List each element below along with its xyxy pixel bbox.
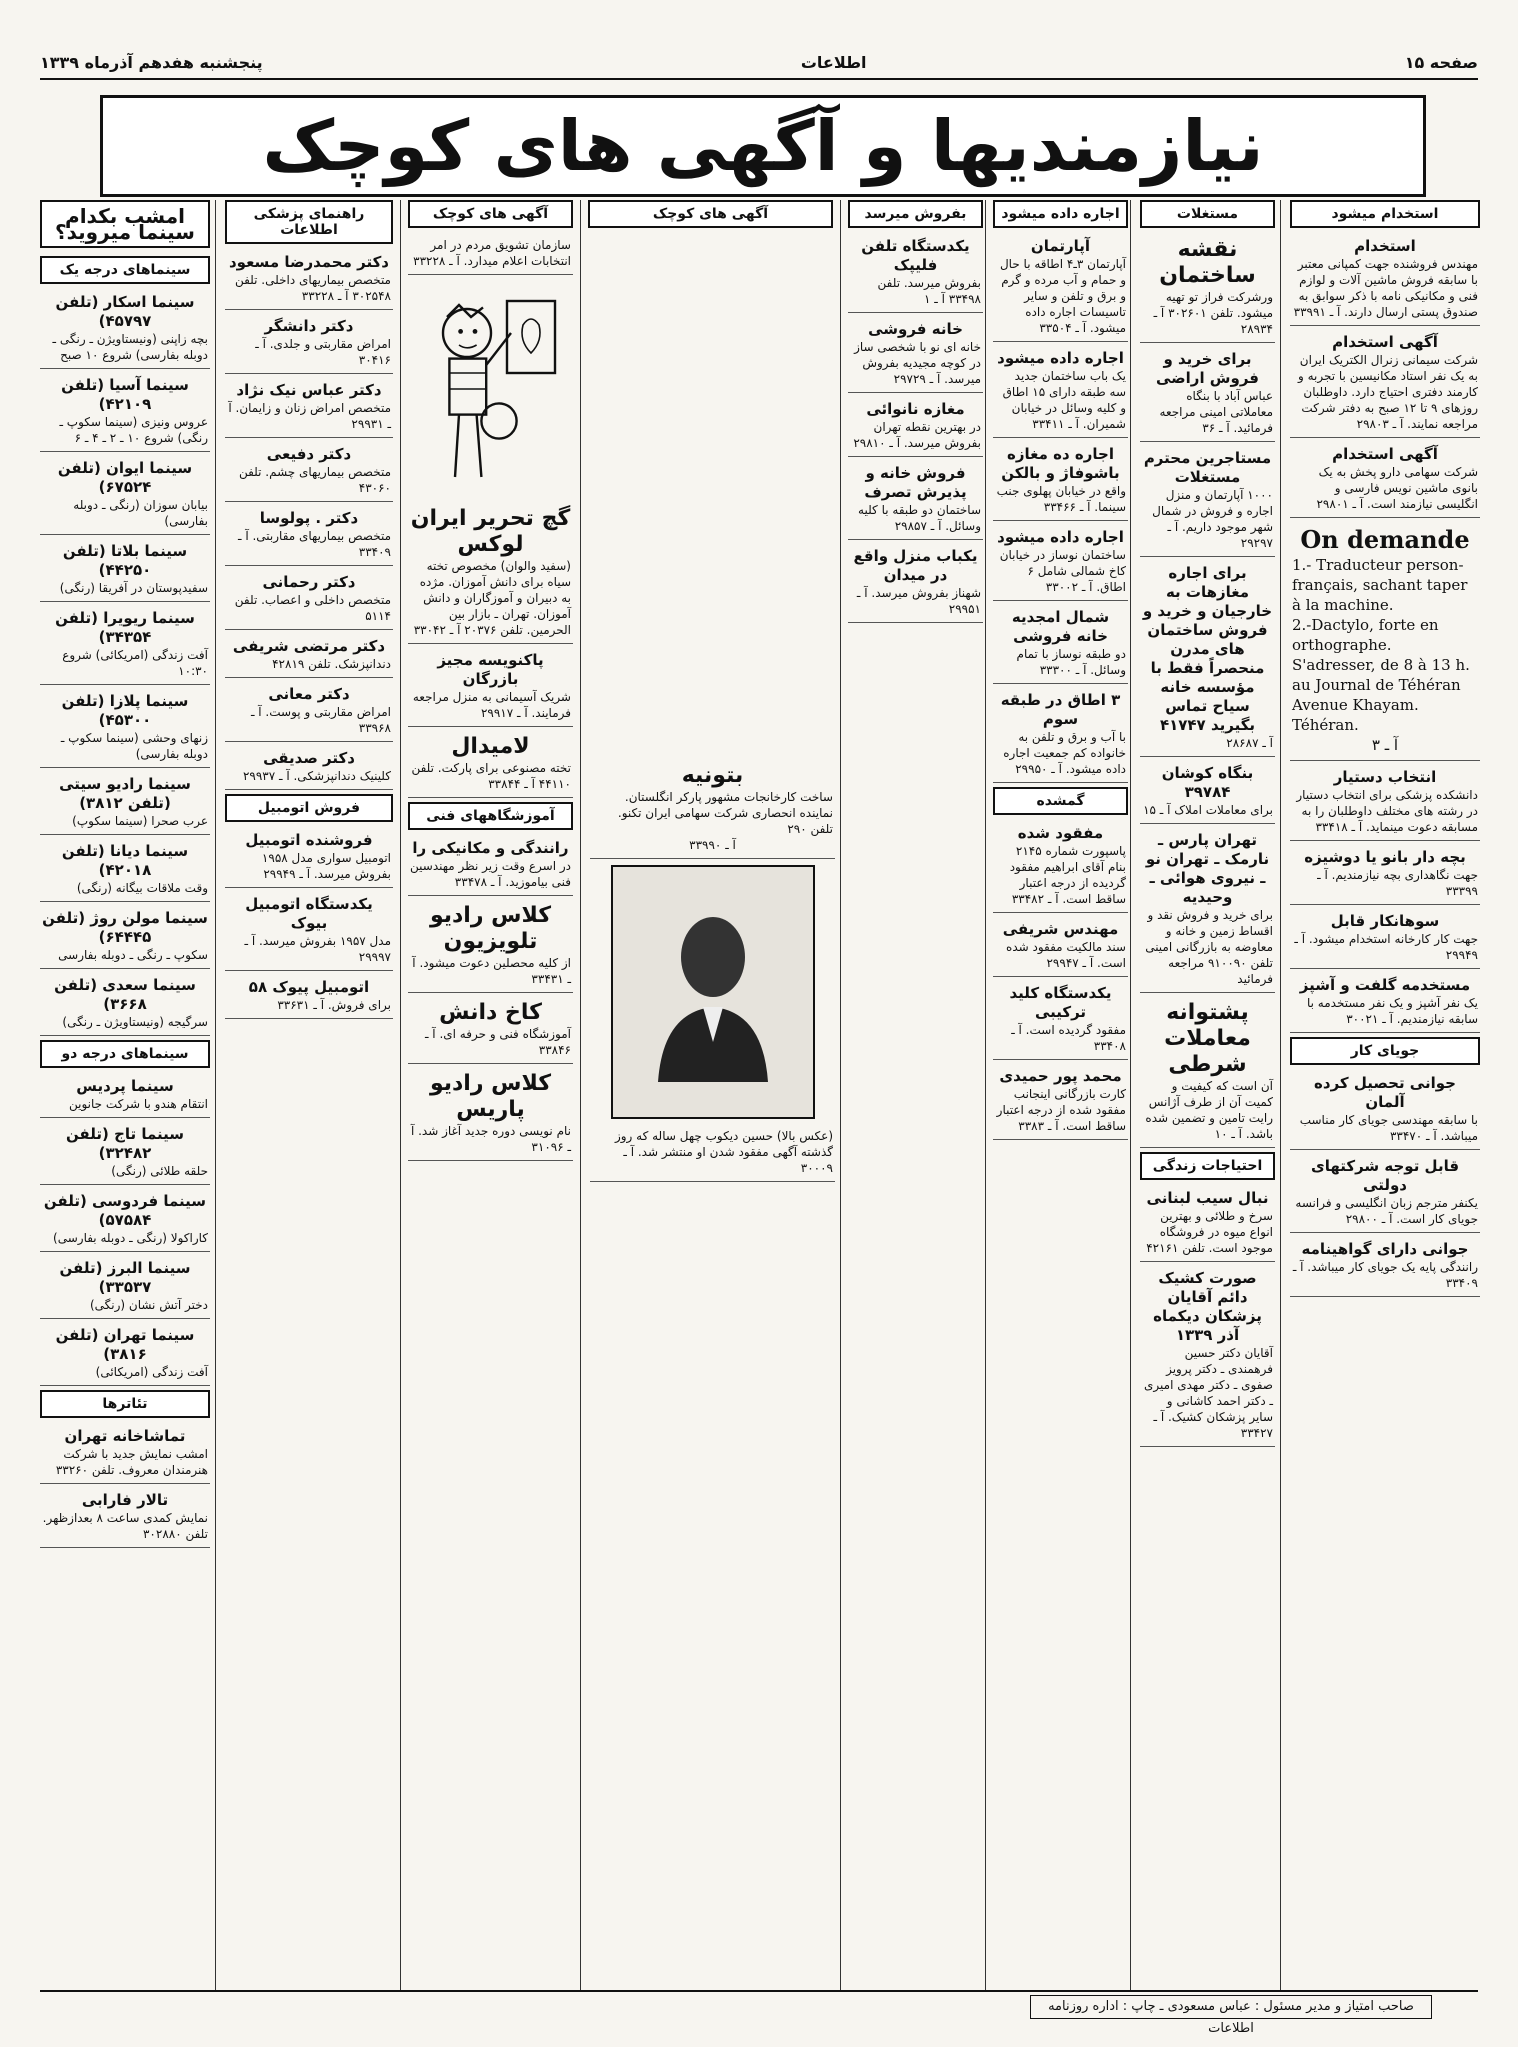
classified-ad: یکدستگاه اتومبیل بیوک مدل ۱۹۵۷ بفروش میرسد. آ ـ ۲۹۹۹۷	[225, 892, 393, 971]
boy-cartoon-icon	[411, 279, 571, 499]
french-ad-heading: On demande	[1300, 525, 1470, 554]
classified-ad: فروشنده اتومبیل اتومبیل سواری مدل ۱۹۵۸ بفروش میرسد. آ ـ ۲۹۹۴۹	[225, 828, 393, 888]
employment-heading: استخدام میشود	[1290, 200, 1480, 228]
cinema-listing: سینما فردوسی (تلفن ۵۷۵۸۴) کاراکولا (رنگی ـ دوبله بفارسی)	[40, 1189, 210, 1252]
classified-ad: اتومبیل پیوک ۵۸ برای فروش. آ ـ ۳۳۶۳۱	[225, 975, 393, 1019]
needs-heading: احتیاجات زندگی	[1140, 1152, 1275, 1180]
imprint-footer: صاحب امتیاز و مدیر مسئول : عباس مسعودی ـ چاپ : اداره روزنامه اطلاعات	[1030, 1995, 1432, 2019]
classified-ad: خانه فروشی خانه ای نو با شخصی ساز در کوچه مجیدیه بفروش میرسد. آ ـ ۲۹۷۲۹	[848, 317, 983, 393]
section-banner	[100, 95, 1426, 197]
french-ad: On demande 1.- Traducteur person-français, sachant taper à la machine. 2.-Dactylo, forte en orthographe. S'adresser, de 8 à 13 h. au Journal de Téhéran Avenue Khayam. Téhéran. آ ـ ۳	[1290, 522, 1480, 761]
rental-heading: مستغلات	[1140, 200, 1275, 228]
classified-ad: دکتر دانشگر امراض مقاربتی و جلدی. آ ـ ۳۰۴۱۶	[225, 314, 393, 374]
classified-ad: رانندگی و مکانیکی را در اسرع وقت زیر نظر مهندسین فنی بیاموزید. آ ـ ۳۳۴۷۸	[408, 836, 573, 896]
column-sales	[848, 200, 983, 1990]
sales-heading: بفروش میرسد	[848, 200, 983, 228]
photo-caption: (عکس بالا) حسین دیکوب چهل ساله که روز گذشته آگهی مفقود شدن او منتشر شد. آ ـ ۳۰۰۰۹	[590, 1125, 835, 1182]
cinema-listing: سینما سعدی (تلفن ۳۶۶۸) سرگیجه (ونیستاویژن ـ رنگی)	[40, 973, 210, 1036]
cinema-listing: سینما تاج (تلفن ۳۲۴۸۲) حلقه طلائی (رنگی)	[40, 1122, 210, 1185]
small-ads-heading: آگهی های کوچک	[588, 200, 833, 228]
cinema-listing: سینما ریویرا (تلفن ۳۴۳۵۴) آفت زندگی (امریکائی) شروع ۱۰:۳۰	[40, 606, 210, 685]
issue-date: پنجشنبه هفدهم آذرماه ۱۳۳۹	[40, 52, 263, 72]
classified-ad: مغازه نانوائی در بهترین نقطه تهران بفروش میرسد. آ ـ ۲۹۸۱۰	[848, 397, 983, 457]
column-rent-lost	[993, 200, 1128, 1990]
cinema-listing: سینما دیانا (تلفن ۴۲۰۱۸) وقت ملاقات بیگانه (رنگی)	[40, 839, 210, 902]
rent-given-heading: اجاره داده میشود	[993, 200, 1128, 228]
column-divider	[840, 200, 841, 1990]
classified-ad: تهران پارس ـ نارمک ـ تهران نو ـ نیروی هوائی ـ وحیدیه برای خرید و فروش نقد و اقساط زمین و خانه و معاوضه به بازرگانی امینی تلفن ۹۱۰۰۹۰ مراجعه فرمائید	[1140, 828, 1275, 993]
column-divider	[1280, 200, 1281, 1990]
classified-ad: مهندس شریفی سند مالکیت مفقود شده است. آ ـ ۲۹۹۴۷	[993, 917, 1128, 977]
first-class-cinemas-heading: سینماهای درجه یک	[40, 256, 210, 284]
portrait-photo	[611, 865, 815, 1119]
column-divider	[1130, 200, 1131, 1990]
person-silhouette-icon	[653, 902, 773, 1082]
classified-ad: دکتر صدیقی کلینیک دندانپزشکی. آ ـ ۲۹۹۳۷	[225, 746, 393, 790]
classified-ad: جوانی دارای گواهینامه رانندگی پایه یک جویای کار میباشد. آ ـ ۳۳۴۰۹	[1290, 1237, 1480, 1297]
classified-ad: آگهی استخدام شرکت سیمانی زنرال الکتریک ایران به یک نفر استاد مکانیسین با تجربه و کارمند دفتری احتیاج دارد. داوطلبان روزهای ۹ تا ۱۲ صبح به دفتر شرکت مراجعه نمایند. آ ـ ۲۹۸۰۳	[1290, 330, 1480, 438]
classified-ad: پاکنویسه مجیز بازرگان شریک آسیمانی به منزل مراجعه فرمایند. آ ـ ۲۹۹۱۷	[408, 648, 573, 727]
footer-rule	[40, 1990, 1478, 1992]
cinema-listing: سینما آسیا (تلفن ۴۲۱۰۹) عروس ونیزی (سینما سکوپ ـ رنگی) شروع ۱۰ ـ ۲ ـ ۴ ـ ۶	[40, 373, 210, 452]
page-number: صفحه ۱۵	[1404, 52, 1478, 72]
column-divider	[985, 200, 986, 1990]
classified-ad: آگهی استخدام شرکت سهامی دارو پخش به یک بانوی ماشین نویس فارسی و انگلیسی نیازمند است. آ ـ ۲۹۸۰۱	[1290, 442, 1480, 518]
medical-heading: راهنمای پزشکی اطلاعات	[225, 200, 393, 244]
banner-title: نیازمندیها و آگهی های کوچک	[262, 105, 1264, 187]
classified-ad: مفقود شده پاسپورت شماره ۲۱۴۵ بنام آقای ابراهیم مفقود گردیده از درجه اعتبار ساقط است. آ ـ ۳۳۴۸۲	[993, 821, 1128, 913]
classified-ad: صورت کشیک دائم آقایان پزشکان دیکماه آذر ۱۳۳۹ آقایان دکتر حسین فرهمندی ـ دکتر پرویز صفوی ـ دکتر مهدی امیری ـ دکتر احمد کاشانی و سایر پزشکان کشیک. آ ـ ۳۳۴۲۷	[1140, 1266, 1275, 1447]
column-cinema	[40, 200, 210, 1990]
cinema-listing: سینما رادیو سیتی (تلفن ۳۸۱۲) عرب صحرا (سینما سکوپ)	[40, 772, 210, 835]
beton-block	[590, 760, 835, 1460]
column-small-ads-2	[408, 200, 573, 1990]
classified-ad: ۳ اطاق در طبقه سوم با آب و برق و تلفن به خانواده کم جمعیت اجاره داده میشود. آ ـ ۲۹۹۵۰	[993, 688, 1128, 783]
column-medical	[225, 200, 393, 1990]
classified-ad: دکتر . پولوسا متخصص بیماریهای مقاربتی. آ ـ ۳۳۴۰۹	[225, 506, 393, 566]
classified-ad: استخدام مهندس فروشنده جهت کمپانی معتبر با سابقه فروش ماشین آلات و لوازم فنی و مکانیکی نامه با ذکر سوابق به صندوق پستی ارسال دارند. آ ـ ۳۳۹۹۱	[1290, 234, 1480, 326]
classified-ad: دکتر عباس نیک نژاد متخصص امراض زنان و زایمان. آ ـ ۲۹۹۳۱	[225, 378, 393, 438]
classified-ad: بنگاه کوشان ۳۹۷۸۴ برای معاملات املاک آ ـ ۱۵	[1140, 761, 1275, 824]
classified-ad: سوهانکار قابل جهت کار کارخانه استخدام میشود. آ ـ ۲۹۹۴۹	[1290, 909, 1480, 969]
classified-ad: نقشه ساختمان ورشرکت فراز تو تهیه میشود. تلفن ۳۰۲۶۰۱ آ ـ ۲۸۹۳۴	[1140, 234, 1275, 343]
classified-ad: گچ تحریر ایران لوکس (سفید والوان) مخصوص تخته سیاه برای دانش آموزان. مژده به دبیران و آموزگاران و دانش آموزان. تهران ـ بازار بین الحرمین. تلفن ۲۰۳۷۶ آ ـ ۳۳۰۴۲	[408, 503, 573, 644]
column-small-ads	[588, 200, 833, 750]
column-real-estate	[1140, 200, 1275, 1990]
classified-ad: یکباب منزل واقع در میدان شهناز بفروش میرسد. آ ـ ۲۹۹۵۱	[848, 544, 983, 623]
classified-ad: فروش خانه و پذیرش تصرف ساختمان دو طبقه با کلیه وسائل. آ ـ ۲۹۸۵۷	[848, 461, 983, 540]
cinema-listing: سینما البرز (تلفن ۳۳۵۳۷) دختر آتش نشان (رنگی)	[40, 1256, 210, 1319]
second-class-cinemas-heading: سینماهای درجه دو	[40, 1040, 210, 1068]
classified-ad: دکتر معانی امراض مقاربتی و پوست. آ ـ ۳۳۹۶۸	[225, 682, 393, 742]
cinema-listing: سینما تهران (تلفن ۳۸۱۶) آفت زندگی (امریکائی)	[40, 1323, 210, 1386]
cinema-listing: سینما پردیس انتقام هندو با شرکت جانوین	[40, 1074, 210, 1118]
classified-ad: یکدستگاه کلید ترکیبی مفقود گردیده است. آ ـ ۳۳۴۰۸	[993, 981, 1128, 1060]
classified-ad: نبال سیب لبنانی سرخ و طلائی و بهترین انواع میوه در فروشگاه موجود است. تلفن ۴۲۱۶۱	[1140, 1186, 1275, 1262]
classified-ad: محمد پور حمیدی کارت بازرگانی اینجانب مفقود شده از درجه اعتبار ساقط است. آ ـ ۳۳۸۳	[993, 1064, 1128, 1140]
classified-ad: دکتر دفیعی متخصص بیماریهای چشم. تلفن ۴۳۰۶۰	[225, 442, 393, 502]
lost-heading: گمشده	[993, 787, 1128, 815]
page-header	[40, 52, 1478, 72]
cinema-listing: سینما پلازا (تلفن ۴۵۳۰۰) زنهای وحشی (سینما سکوپ ـ دوبله بفارسی)	[40, 689, 210, 768]
classified-ad: دکتر محمدرضا مسعود متخصص بیماریهای داخلی. تلفن ۳۰۲۵۴۸ آ ـ ۳۳۲۲۸	[225, 250, 393, 310]
classified-ad: یکدستگاه تلفن فلیپک بفروش میرسد. تلفن ۳۳۴۹۸ آ ـ ۱	[848, 234, 983, 313]
classified-ad: شمال امجدیه خانه فروشی دو طبقه نوساز با تمام وسائل. آ ـ ۳۳۳۰۰	[993, 605, 1128, 684]
classified-ad: دکتر رحمانی متخصص داخلی و اعصاب. تلفن ۵۱۱۴	[225, 570, 393, 630]
small-ads-heading-2: آگهی های کوچک	[408, 200, 573, 228]
classified-ad: اجاره داده میشود یک باب ساختمان جدید سه طبقه دارای ۱۵ اطاق و کلیه وسائل در خیابان شمیران. آ ـ ۳۳۴۱۱	[993, 346, 1128, 438]
classified-ad: آپارتمان آپارتمان ۳ـ۴ اطاقه با حال و حمام و آب مرده و گرم و برق و تلفن و سایر تاسیسات اجاره داده میشود. آ ـ ۳۳۵۰۴	[993, 234, 1128, 342]
classified-ad: مستخدمه گلفت و آشپز یک نفر آشپز و یک نفر مستخدمه با سابقه نیازمندیم. آ ـ ۳۰۰۲۱	[1290, 973, 1480, 1033]
theatre-listing: تماشاخانه تهران امشب نمایش جدید با شرکت هنرمندان معروف. تلفن ۳۳۲۶۰	[40, 1424, 210, 1484]
jobs-wanted-heading: جویای کار	[1290, 1037, 1480, 1065]
classified-ad: لامیدال تخته مصنوعی برای پارکت. تلفن ۴۴۱۱۰ آ ـ ۳۳۸۴۴	[408, 731, 573, 798]
classified-ad: انتخاب دستیار دانشکده پزشکی برای انتخاب دستیار در رشته های مختلف داوطلبان را به مسابقه دعوت مینماید. آ ـ ۳۳۴۱۸	[1290, 765, 1480, 841]
classified-ad: مستاجرین محترم مستغلات ۱۰۰۰ آپارتمان و منزل اجاره و فروش در شمال شهر موجود داریم. آ ـ ۲۹۲۹۷	[1140, 446, 1275, 557]
classified-ad: دکتر مرتضی شریفی دندانپزشک. تلفن ۴۲۸۱۹	[225, 634, 393, 678]
classified-ad: اجاره داده میشود ساختمان نوساز در خیابان کاخ شمالی شامل ۶ اطاق. آ ـ ۳۳۰۰۲	[993, 525, 1128, 601]
column-divider	[400, 200, 401, 1990]
cinema-listing: سینما مولن روژ (تلفن ۶۴۴۴۵) سکوپ ـ رنگی ـ دوبله بفارسی	[40, 906, 210, 969]
classified-ad: کلاس رادیو پاریس نام نویسی دوره جدید آغاز شد. آ ـ ۳۱۰۹۶	[408, 1068, 573, 1161]
newspaper-name: اطلاعات	[800, 52, 867, 72]
cinema-listing: سینما ایوان (تلفن ۶۷۵۲۴) بیابان سوزان (رنگی ـ دوبله بفارسی)	[40, 456, 210, 535]
column-employment	[1290, 200, 1480, 1990]
auto-heading: فروش اتومبیل	[225, 794, 393, 822]
classified-ad: کاخ دانش آموزشگاه فنی و حرفه ای. آ ـ ۳۳۸۴۶	[408, 997, 573, 1064]
classified-ad: جوانی تحصیل کرده آلمان با سابقه مهندسی جویای کار مناسب میباشد. آ ـ ۳۳۴۷۰	[1290, 1071, 1480, 1150]
cinema-listing: سینما بلاتا (تلفن ۴۴۲۵۰) سفیدپوستان در آفریقا (رنگی)	[40, 539, 210, 602]
classified-ad: بچه دار بانو یا دوشیزه جهت نگاهداری بچه نیازمندیم. آ ـ ۳۳۳۹۹	[1290, 845, 1480, 905]
header-rule	[40, 78, 1478, 80]
theatres-heading: تئاترها	[40, 1390, 210, 1418]
classified-ad: برای خرید و فروش اراضی عباس آباد با بنگاه معاملاتی امینی مراجعه فرمائید. آ ـ ۳۶	[1140, 347, 1275, 442]
classified-ad: سازمان تشویق مردم در امر انتخابات اعلام میدارد. آ ـ ۳۳۲۲۸	[408, 234, 573, 275]
theatre-listing: تالار فارابی نمایش کمدی ساعت ۸ بعدازظهر. تلفن ۳۰۲۸۸۰	[40, 1488, 210, 1548]
classified-ad: پشتوانه معاملات شرطی آن است که کیفیت و کمیت آن از طرف آژانس رایت تامین و تضمین شده باشد. آ ـ ۱۰	[1140, 997, 1275, 1148]
classified-ad: اجاره ده مغازه باشوفاژ و بالکن واقع در خیابان پهلوی جنب سینما. آ ـ ۳۳۴۶۶	[993, 442, 1128, 521]
classified-ad: قابل توجه شرکتهای دولتی یکنفر مترجم زبان انگلیسی و فرانسه جویای کار است. آ ـ ۲۹۸۰۰	[1290, 1154, 1480, 1233]
education-heading: آموزشگاههای فنی	[408, 802, 573, 830]
column-divider	[215, 200, 216, 1990]
cinema-heading: امشب بکدام سینما میروید؟	[40, 200, 210, 248]
classified-ad: برای اجاره مغازهات به خارجیان و خرید و فروش ساختمان های مدرن منحصراً فقط با مؤسسه خانه سیاح تماس بگیرید ۴۱۷۴۷ آ ـ ۲۸۶۸۷	[1140, 561, 1275, 757]
column-divider	[580, 200, 581, 1990]
classified-ad: کلاس رادیو تلویزیون از کلیه محصلین دعوت میشود. آ ـ ۳۳۴۳۱	[408, 900, 573, 993]
beton-ad: بتونیه ساخت کارخانجات مشهور پارکر انگلستان. نماینده انحصاری شرکت سهامی ایران تکنو. تلفن ۲۹۰ آ ـ ۳۳۹۹۰	[590, 760, 835, 859]
cinema-listing: سینما اسکار (تلفن ۴۵۷۹۷) بچه زاپنی (ونیستاویژن ـ رنگی ـ دوبله بفارسی) شروع ۱۰ صبح	[40, 290, 210, 369]
